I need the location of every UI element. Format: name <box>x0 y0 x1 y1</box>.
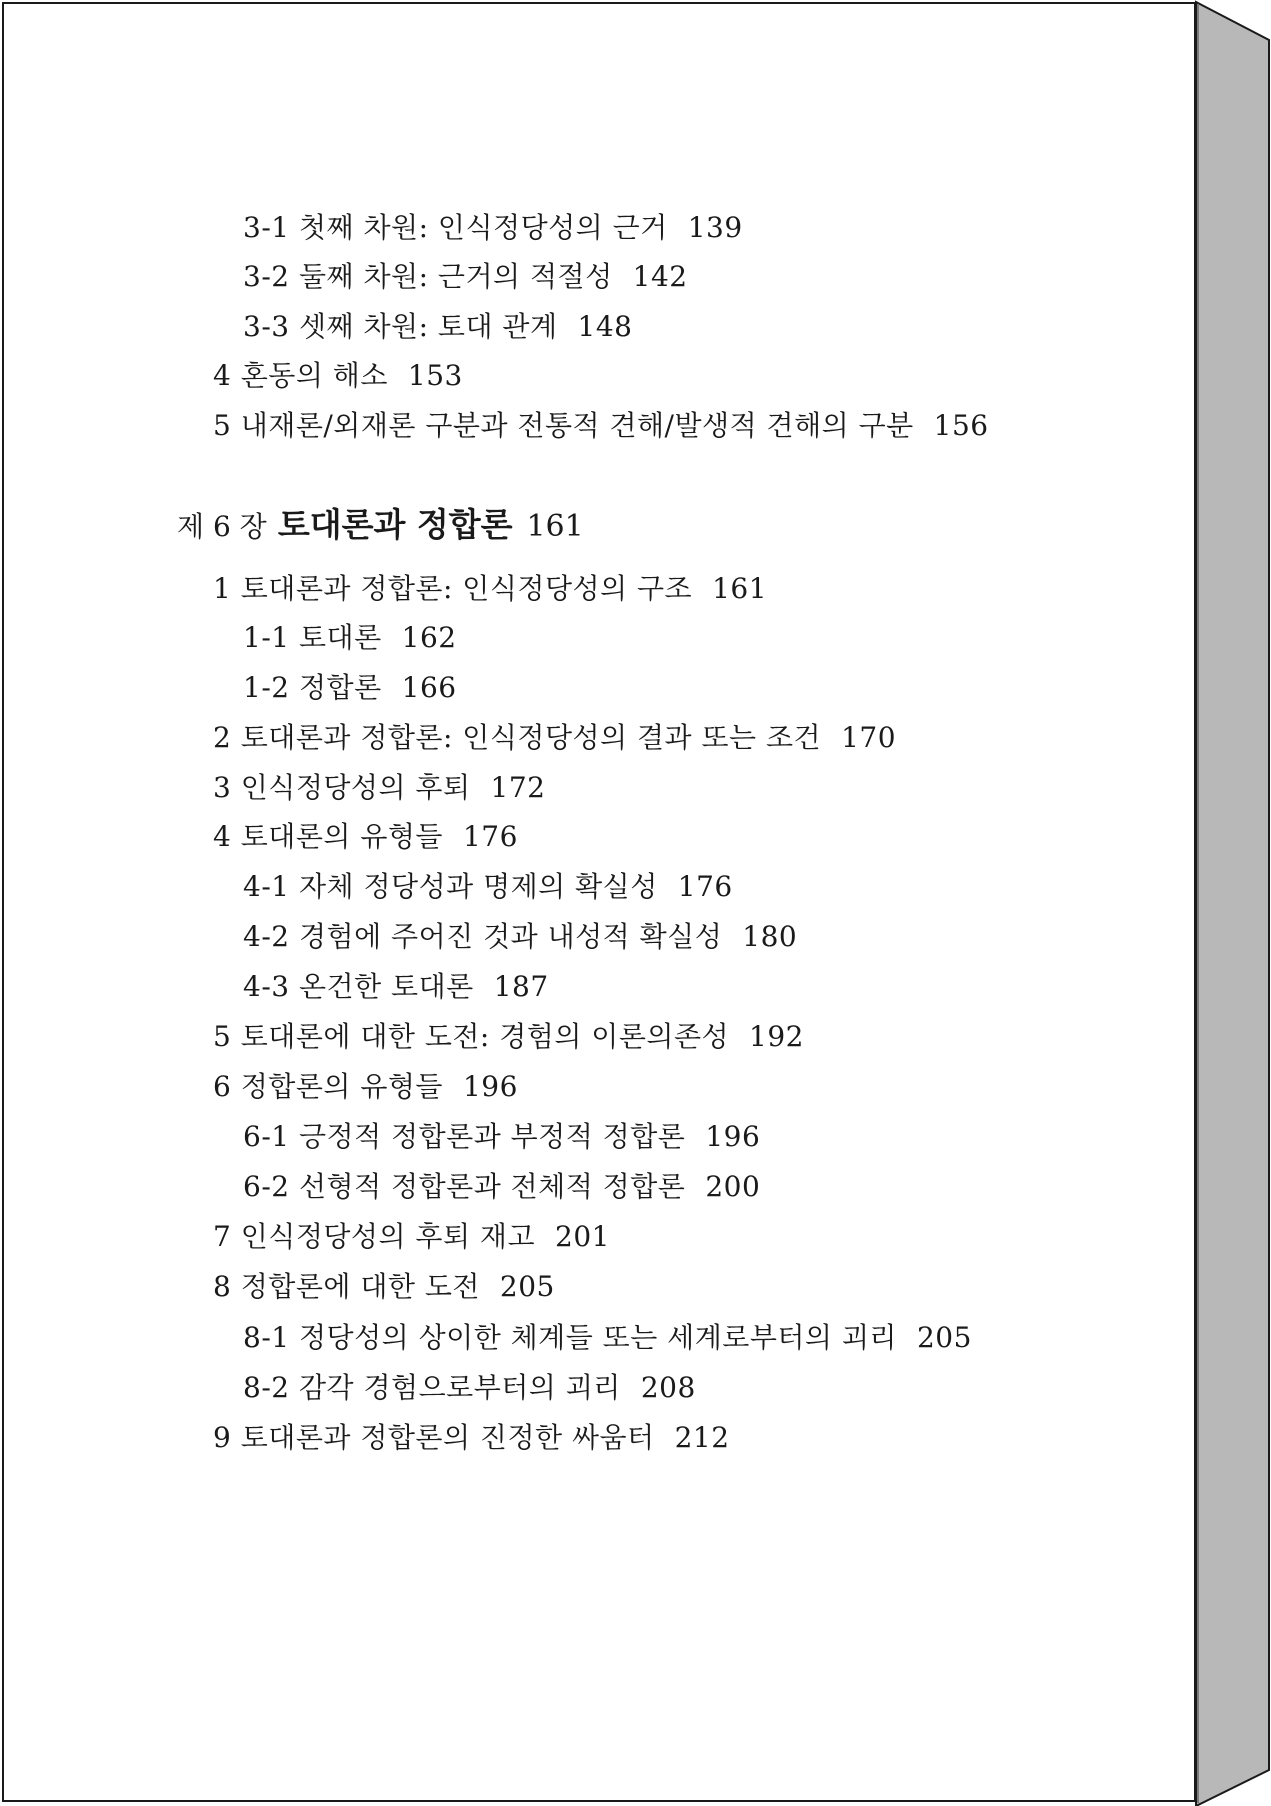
toc-entry <box>243 1371 696 1405</box>
entry-number: 4-2 <box>243 920 290 953</box>
entry-page: 172 <box>490 771 546 804</box>
entry-number: 3-2 <box>243 260 290 293</box>
entry-number: 1-1 <box>243 621 290 654</box>
entry-title: 정합론에 대한 도전 <box>240 1270 480 1303</box>
toc-entry <box>213 1020 804 1054</box>
entry-page: 166 <box>401 671 457 704</box>
entry-title: 감각 경험으로부터의 괴리 <box>299 1371 621 1404</box>
toc-entry <box>213 771 545 805</box>
entry-page: 196 <box>462 1070 518 1103</box>
entry-title: 정합론 <box>299 671 382 704</box>
chapter-number: 제 6 장 <box>177 510 267 543</box>
toc-entry <box>243 671 457 705</box>
entry-title: 토대론과 정합론의 진정한 싸움터 <box>240 1421 655 1454</box>
entry-number: 5 <box>213 409 232 442</box>
entry-page: 176 <box>677 870 733 903</box>
toc-entry <box>243 621 457 655</box>
entry-title: 선형적 정합론과 전체적 정합론 <box>299 1170 686 1203</box>
entry-number: 6-2 <box>243 1170 290 1203</box>
entry-page: 176 <box>462 820 518 853</box>
entry-number: 6 <box>213 1070 232 1103</box>
toc-entry <box>213 1070 518 1104</box>
entry-title: 자체 정당성과 명제의 확실성 <box>299 870 658 903</box>
entry-number: 4 <box>213 820 232 853</box>
entry-page: 205 <box>916 1321 972 1354</box>
entry-number: 4-1 <box>243 870 290 903</box>
entry-title: 혼동의 해소 <box>240 359 388 392</box>
entry-number: 8 <box>213 1270 232 1303</box>
entry-number: 1 <box>213 572 232 605</box>
toc-entry <box>243 1321 972 1355</box>
entry-page: 139 <box>687 211 743 244</box>
toc-entry <box>243 1120 760 1154</box>
entry-title: 셋째 차원: 토대 관계 <box>299 310 558 343</box>
toc-entry <box>213 1220 610 1254</box>
toc-entry <box>243 310 632 344</box>
toc-entry <box>213 572 767 606</box>
toc-entry <box>243 211 743 245</box>
entry-page: 142 <box>632 260 688 293</box>
entry-number: 8-1 <box>243 1321 290 1354</box>
entry-title: 경험에 주어진 것과 내성적 확실성 <box>299 920 723 953</box>
entry-number: 5 <box>213 1020 232 1053</box>
chapter-title: 토대론과 정합론 <box>277 505 513 544</box>
entry-title: 토대론의 유형들 <box>240 820 443 853</box>
entry-title: 토대론과 정합론: 인식정당성의 결과 또는 조건 <box>240 721 822 754</box>
toc-entry <box>243 970 549 1004</box>
toc-entry <box>213 409 989 443</box>
toc-entry <box>213 820 518 854</box>
toc-entry <box>243 870 733 904</box>
entry-title: 정당성의 상이한 체계들 또는 세계로부터의 괴리 <box>299 1321 897 1354</box>
entry-page: 205 <box>499 1270 555 1303</box>
entry-page: 148 <box>577 310 633 343</box>
entry-page: 161 <box>712 572 768 605</box>
entry-number: 1-2 <box>243 671 290 704</box>
entry-page: 170 <box>841 721 897 754</box>
entry-title: 긍정적 정합론과 부정적 정합론 <box>299 1120 686 1153</box>
entry-title: 둘째 차원: 근거의 적절성 <box>299 260 613 293</box>
entry-title: 온건한 토대론 <box>299 970 474 1003</box>
entry-number: 2 <box>213 721 232 754</box>
entry-title: 토대론 <box>299 621 382 654</box>
entry-page: 153 <box>407 359 463 392</box>
entry-number: 3-1 <box>243 211 290 244</box>
entry-title: 정합론의 유형들 <box>240 1070 443 1103</box>
entry-page: 196 <box>705 1120 761 1153</box>
entry-page: 156 <box>933 409 989 442</box>
toc-entry <box>213 1270 555 1304</box>
entry-number: 4-3 <box>243 970 290 1003</box>
entry-page: 192 <box>749 1020 804 1053</box>
entry-number: 8-2 <box>243 1371 290 1404</box>
entry-title: 인식정당성의 후퇴 <box>240 771 471 804</box>
chapter-heading <box>177 505 584 551</box>
toc-entry <box>213 1421 730 1455</box>
entry-title: 첫째 차원: 인식정당성의 근거 <box>299 211 668 244</box>
chapter-page: 161 <box>526 509 584 544</box>
toc-entry <box>243 260 688 294</box>
toc-entry <box>213 721 896 755</box>
toc-entry <box>243 920 797 954</box>
entry-title: 토대론에 대한 도전: 경험의 이론의존성 <box>240 1020 730 1053</box>
entry-page: 180 <box>742 920 798 953</box>
entry-page: 187 <box>493 970 549 1003</box>
entry-number: 7 <box>213 1220 232 1253</box>
entry-title: 내재론/외재론 구분과 전통적 견해/발생적 견해의 구분 <box>240 409 914 442</box>
entry-title: 인식정당성의 후퇴 재고 <box>240 1220 536 1253</box>
entry-number: 6-1 <box>243 1120 290 1153</box>
entry-page: 200 <box>705 1170 761 1203</box>
entry-page: 201 <box>555 1220 610 1253</box>
entry-page: 208 <box>640 1371 696 1404</box>
toc-entry <box>213 359 463 393</box>
entry-page: 162 <box>401 621 457 654</box>
toc-entry <box>243 1170 760 1204</box>
entry-page: 212 <box>674 1421 730 1454</box>
entry-number: 9 <box>213 1421 232 1454</box>
entry-number: 3-3 <box>243 310 290 343</box>
entry-number: 3 <box>213 771 232 804</box>
entry-number: 4 <box>213 359 232 392</box>
entry-title: 토대론과 정합론: 인식정당성의 구조 <box>240 572 693 605</box>
